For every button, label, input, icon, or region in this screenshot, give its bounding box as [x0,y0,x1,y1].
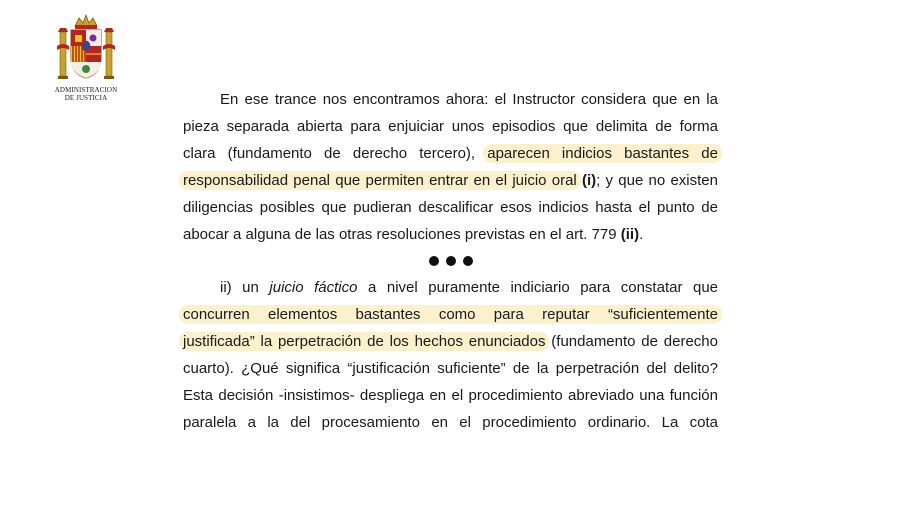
text-run: abocar a alguna de las otras resoluciones previstas en el art. 779 [183,226,617,243]
paragraph-line [183,221,718,248]
highlighted-text: concurren elementos bastantes como para reputar “suficientemente [179,305,722,324]
text-run: En ese trance nos encontramos ahora: el Instructor considera que en la [220,91,718,108]
coat-of-arms-icon [53,12,119,84]
italic-text: juicio fáctico [269,279,358,296]
bold-marker: (ii) [620,226,640,243]
text-run: pieza separada abierta para enjuiciar unos episodios que delimita de forma [183,118,718,135]
bold-marker: (i) [581,172,597,189]
paragraph-line [183,409,718,436]
paragraph-line [183,140,718,167]
paragraph-line [183,301,718,328]
paragraph-line [183,355,718,382]
logo-caption-line2: DE JUSTICIA [64,94,108,102]
text-run: diligencias posibles que pudieran descalificar esos indicios hasta el punto de [183,199,718,216]
text-run: Esta decisión -insistimos- despliega en el procedimiento abreviado una función [183,387,718,404]
text-run: ii) un [220,279,259,296]
dot-icon [463,256,473,266]
text-run: clara (fundamento de derecho tercero), [183,145,476,162]
text-run: cuarto). ¿Qué significa “justificación suficiente” de la perpetración del delito? [183,360,718,377]
highlighted-text: justificada” la perpetración de los hechos enunciados [179,332,549,351]
paragraph-2 [183,274,718,436]
paragraph-line [183,167,718,194]
paragraph-line [183,113,718,140]
paragraph-1 [183,86,718,248]
text-run: paralela a la del procesamiento en el procedimiento ordinario. La cota [183,414,718,431]
paragraph-line [183,328,718,355]
highlighted-text: aparecen indicios bastantes de [483,144,722,163]
text-run: a nivel puramente indiciario para constatar que [368,279,718,296]
logo-caption [44,86,128,102]
paragraph-line [183,86,718,113]
document-body [183,86,718,436]
text-run: ; y que no existen [596,172,718,189]
administracion-de-justicia-logo [44,12,128,102]
paragraph-line [183,194,718,221]
text-run: . [639,226,644,243]
dot-icon [446,256,456,266]
ellipsis-separator [183,248,718,274]
highlighted-text: responsabilidad penal que permiten entrar en el juicio oral [179,171,581,190]
paragraph-line [183,274,718,301]
text-run: (fundamento de derecho [551,333,718,350]
paragraph-line [183,382,718,409]
dot-icon [429,256,439,266]
logo-caption-line1: ADMINISTRACION [54,86,118,94]
